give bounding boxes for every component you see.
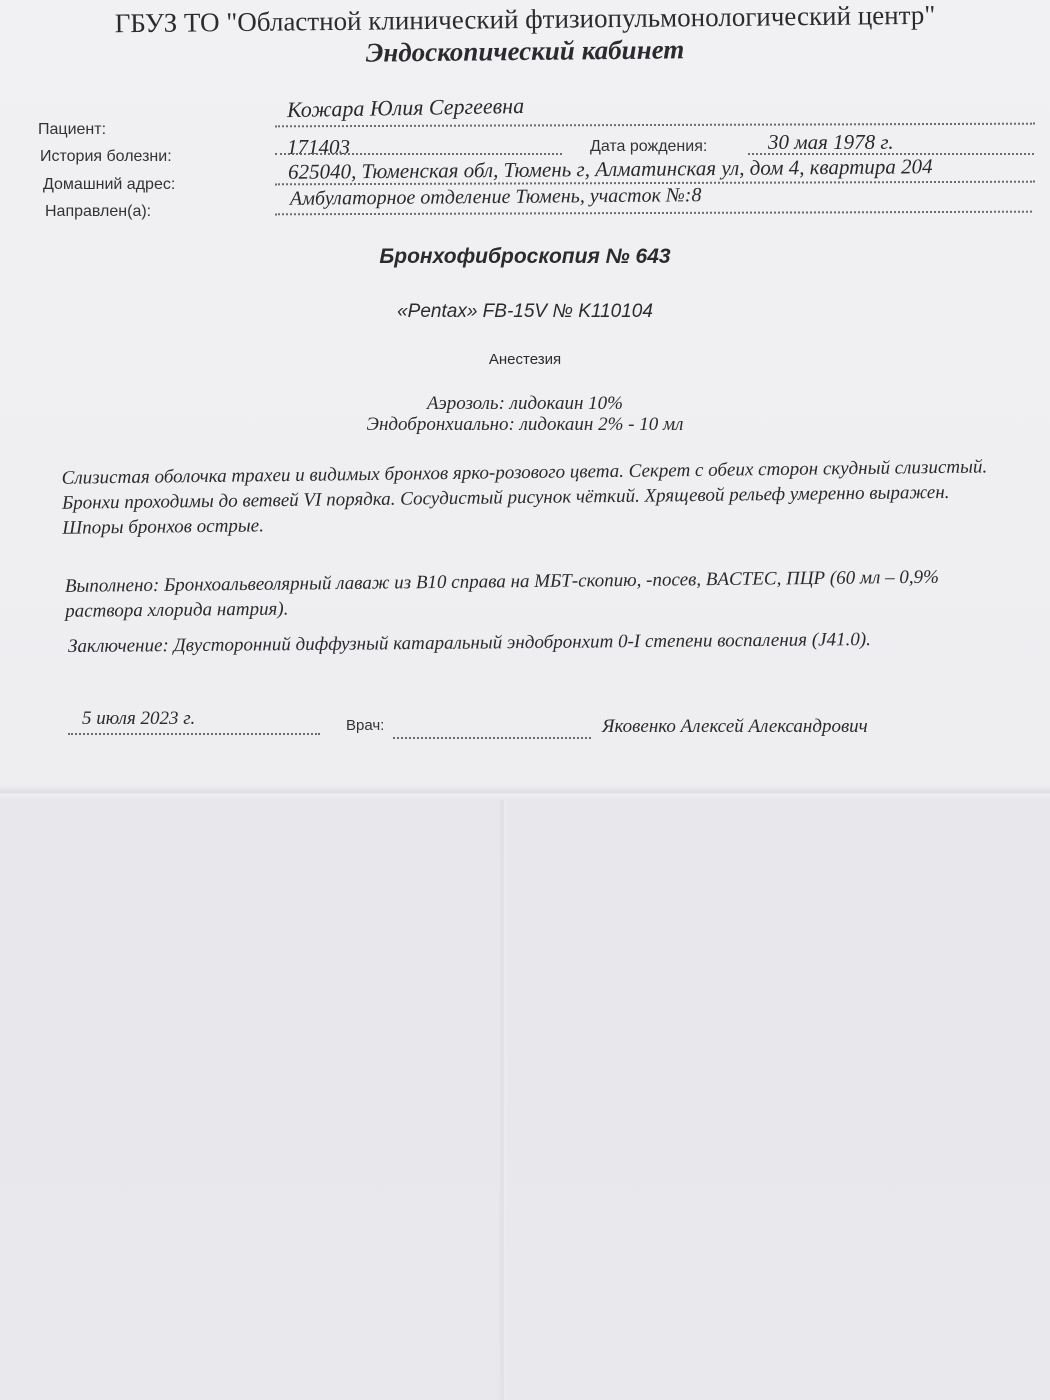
conclusion-text: Заключение: Двусторонний диффузный катаральный эндобронхит 0-I степени воспаления (J41.0). [67,629,871,658]
report-date-line [68,733,320,735]
organization-name: ГБУЗ ТО "Областной клинический фтизиопульмонологический центр" [114,0,936,39]
referred-label: Направлен(а): [45,203,152,220]
anesthesia-heading: Анестезия [488,351,562,368]
history-number: 171403 [287,135,350,159]
birth-date-label: Дата рождения: [590,138,708,155]
address-label: Домашний адрес: [43,176,176,193]
department-name: Эндоскопический кабинет [365,34,685,68]
aerosol-anesthesia: Аэрозоль: лидокаин 10% [427,393,623,414]
performed-text: Выполнено: Бронхоальвеолярный лаваж из В10 справа на МБТ-скопию, -посев, BACTEC, ПЦР (60 мл – 0,9% раствора хлорида натрия). [64,566,940,622]
home-address: 625040, Тюменская обл, Тюмень г, Алматинская ул, дом 4, квартира 204 [287,154,933,184]
device-model: «Pentax» FB-15V № K110104 [397,301,653,322]
patient-label: Пациент: [38,121,107,138]
referred-by: Амбулаторное отделение Тюмень, участок №:8 [289,184,702,210]
signature-line [393,737,591,739]
doctor-label: Врач: [346,717,385,734]
paper-fold-horizontal [0,786,1050,800]
endobronchial-anesthesia: Эндобронхиально: лидокаин 2% - 10 мл [366,414,684,435]
doctor-name: Яковенко Алексей Александрович [602,716,868,737]
procedure-title: Бронхофиброскопия № 643 [379,245,671,268]
birth-date: 30 мая 1978 г. [768,130,894,154]
history-line [275,153,562,155]
patient-name: Кожара Юлия Сергеевна [286,92,525,123]
referred-line [275,211,1032,216]
report-date: 5 июля 2023 г. [82,708,196,729]
patient-name-line [275,123,1035,128]
history-label: История болезни: [40,148,172,165]
findings-text: Слизистая оболочка трахеи и видимых бронхов ярко-розового цвета. Секрет с обеих сторон скудный слизистый. Бронхи проходимы до ветвей VI порядка. Сосудистый рисунок чёткий. Хрящевой рельеф умеренно выражен. Шпоры бронхов острые. [61,456,988,539]
paper-fold-vertical [498,800,508,1400]
